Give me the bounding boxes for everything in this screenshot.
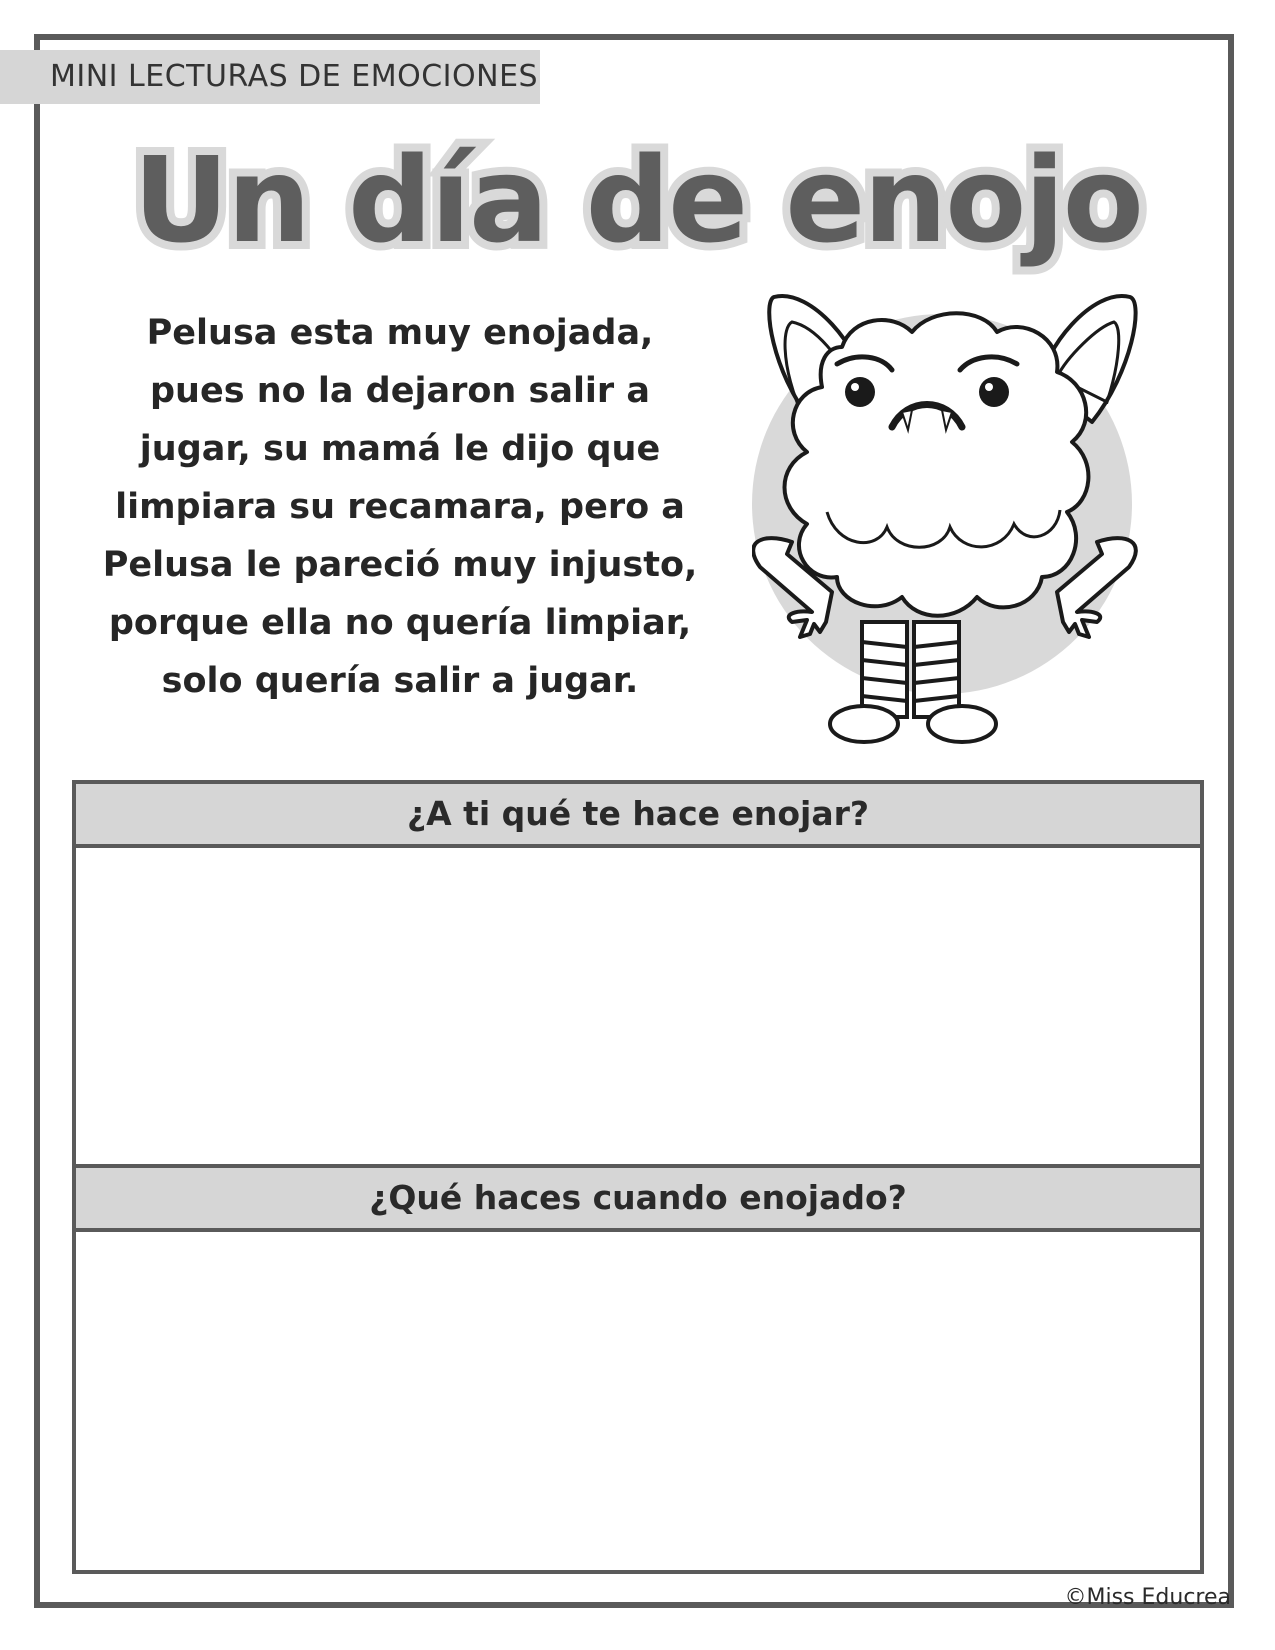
angry-fluffy-monster-icon: [752, 292, 1152, 762]
question-heading: ¿Qué haces cuando enojado?: [76, 1168, 1200, 1232]
story-text: Pelusa esta muy enojada, pues no la dejaron salir a jugar, su mamá le dijo que limpiara su recamara, pero a Pelusa le pareció muy injusto, porque ella no quería limpiar, solo quería salir a jugar.: [102, 313, 698, 701]
page-title: Un día de enojo: [133, 131, 1142, 269]
question-box-1: [72, 780, 1204, 1170]
answer-area[interactable]: [76, 848, 1200, 1170]
question-box-2: [72, 1164, 1204, 1574]
copyright-text: ©Miss Educrea: [1064, 1585, 1231, 1610]
answer-area[interactable]: [76, 1232, 1200, 1574]
series-label: MINI LECTURAS DE EMOCIONES: [0, 50, 540, 104]
question-heading: ¿A ti qué te hace enojar?: [76, 784, 1200, 848]
